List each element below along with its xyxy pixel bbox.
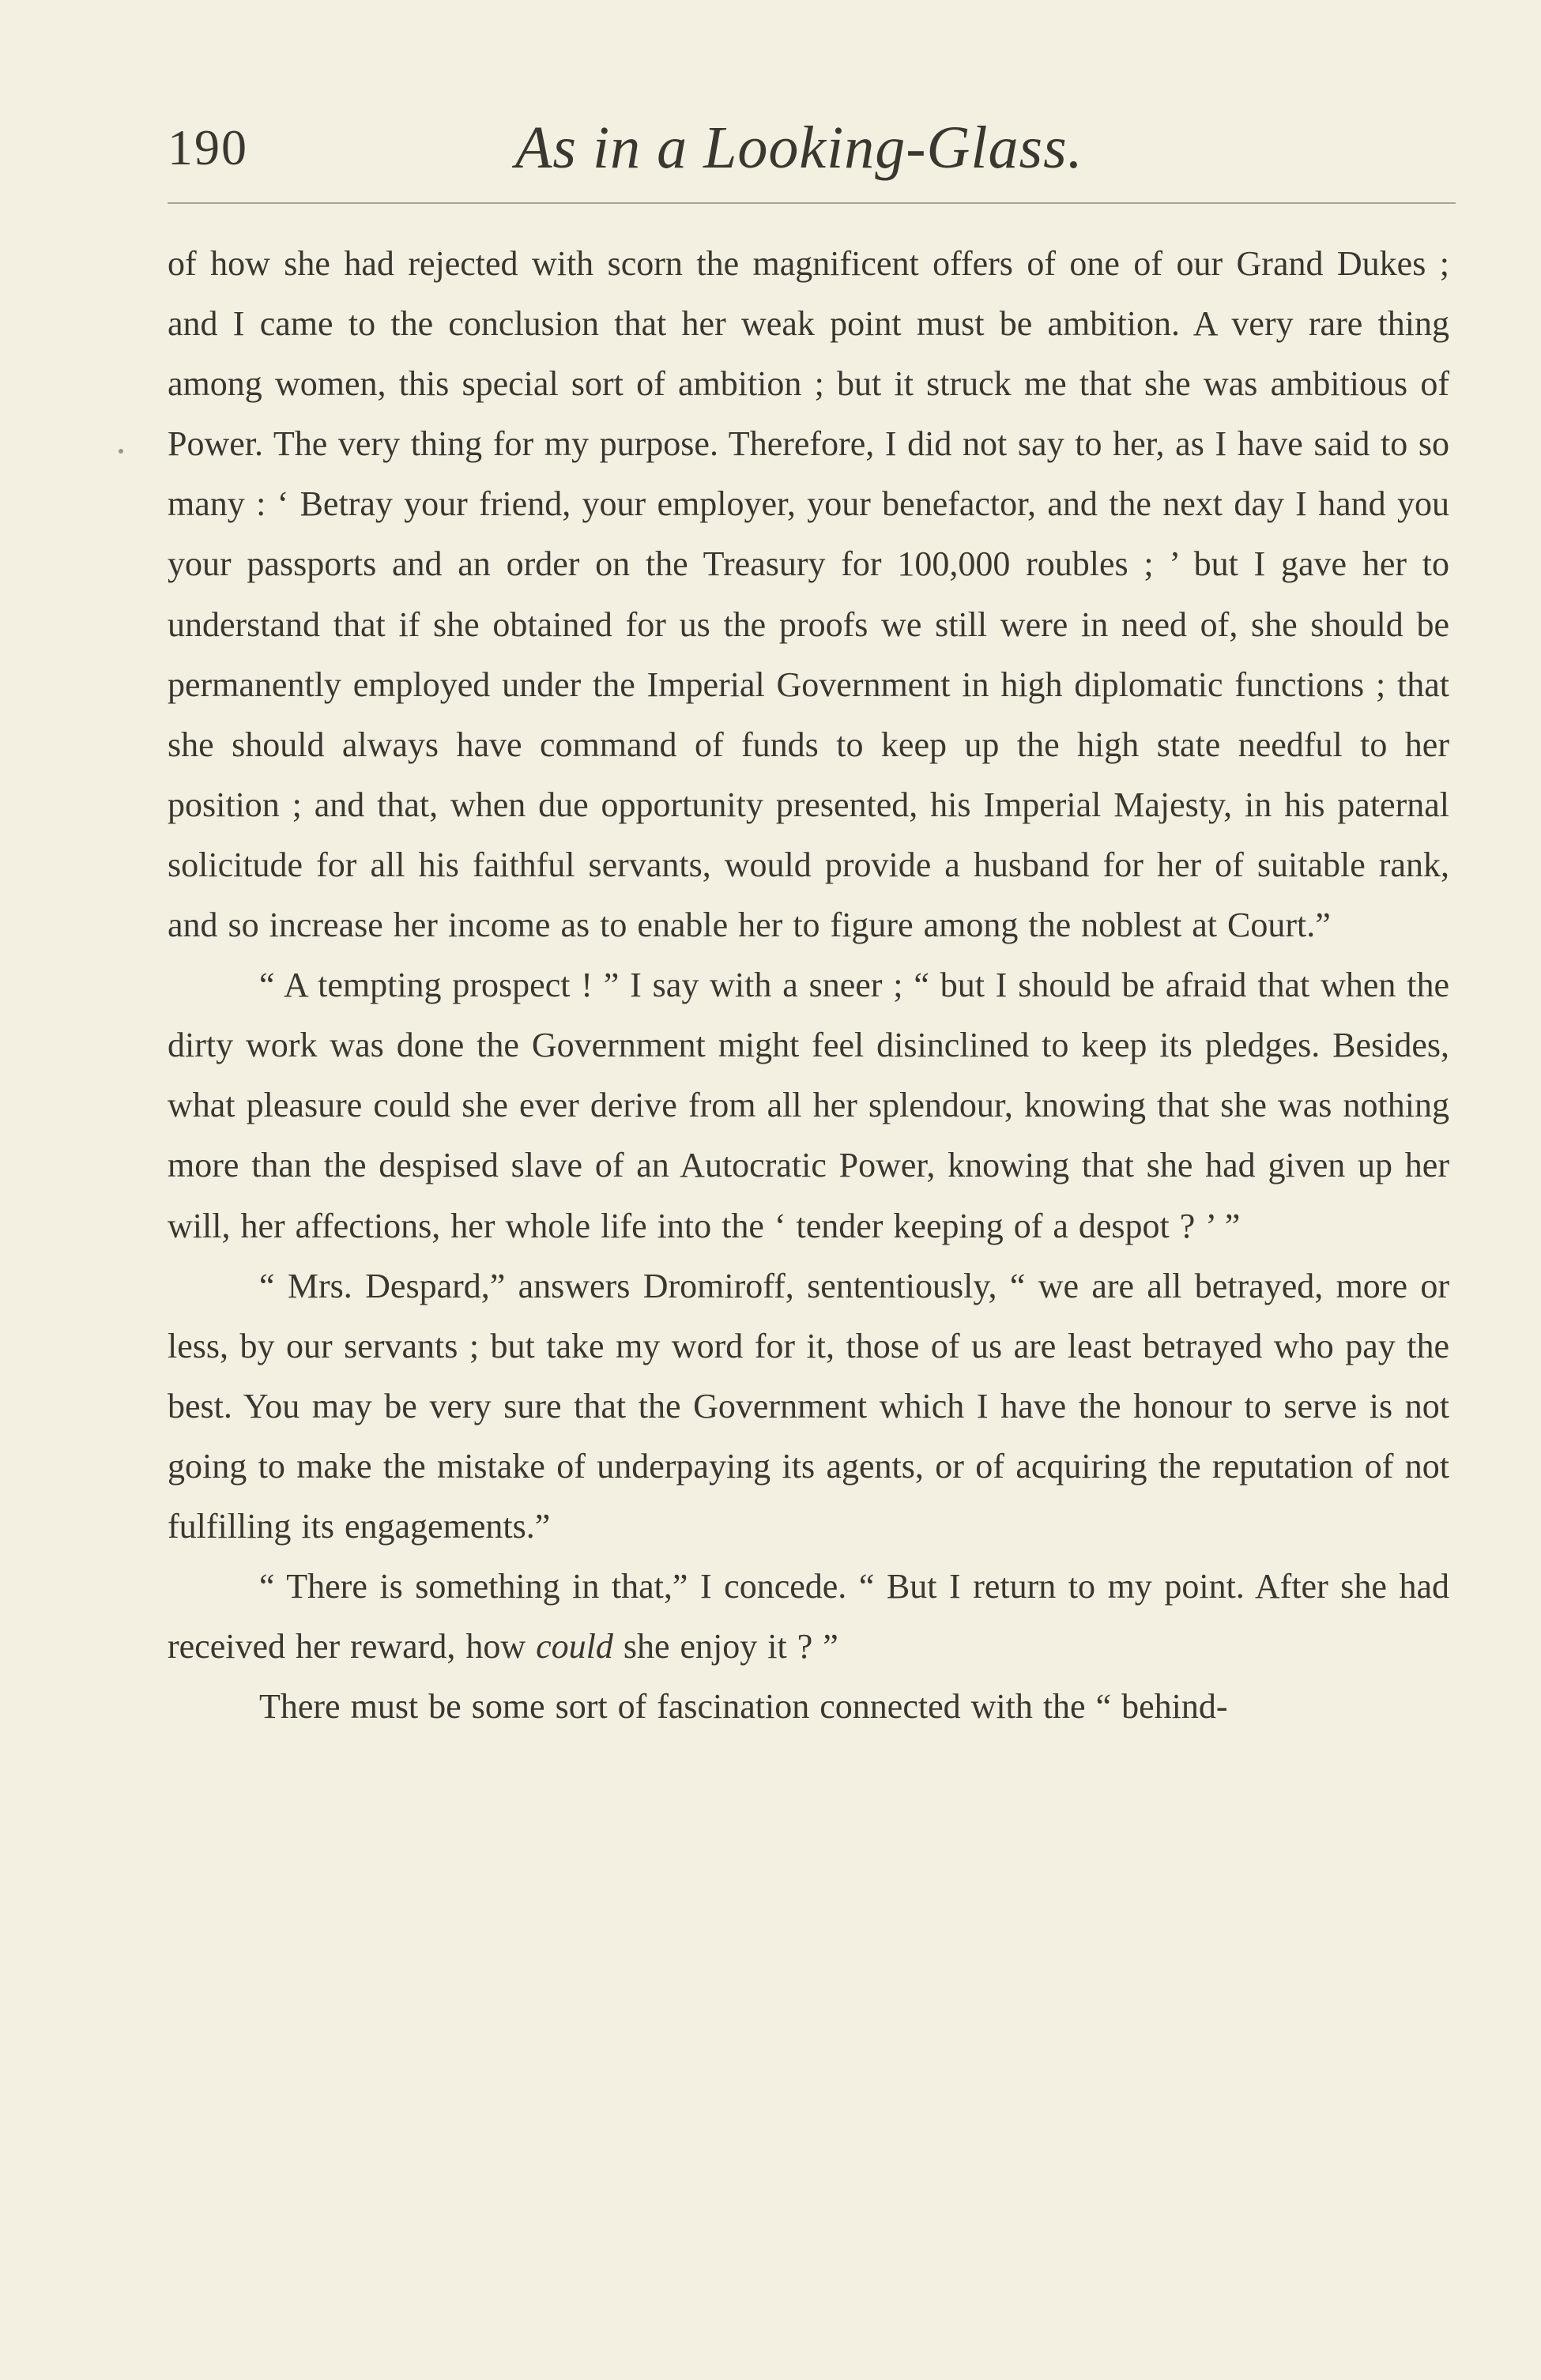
page-number: 190 xyxy=(168,119,248,175)
margin-mark xyxy=(119,449,123,454)
paragraph-4 xyxy=(168,1557,1449,1677)
running-title: As in a Looking-Glass. xyxy=(515,115,1083,181)
paragraph-2: “ A tempting prospect ! ” I say with a sneer ; “ but I should be afraid that when the dirty work was done the Government might feel disinclined to keep its pledges. Besides, what pleasure could she ever derive from all her splendour, knowing that she was nothing more than the despised slave of an Autocratic Power, knowing that she had given up her will, her affections, her whole life into the ‘ tender keeping of a despot ? ’ ” xyxy=(168,966,1449,1245)
paragraph-1: of how she had rejected with scorn the magnificent offers of one of our Grand Dukes ; and I came to the conclusion that her weak point must be ambition. A very rare thing among women, this special sort of ambition ; but it struck me that she was ambitious of Power. The very thing for my purpose. Therefore, I did not say to her, as I have said to so many : ‘ Betray your friend, your employer, your benefactor, and the next day I hand you your passports and an order on the Treasury for 100,000 roubles ; ’ but I gave her to understand that if she obtained for us the proofs we still were in need of, she should be permanently employed under the Imperial Government in high diplomatic functions ; that she should always have command of funds to keep up the high state needful to her position ; and that, when due opportunity presented, his Imperial Majesty, in his paternal solicitude for all his faithful servants, would provide a husband for her of suitable rank, and so increase her income as to enable her to figure among the noblest at Court.” xyxy=(168,244,1449,945)
paragraph-3: “ Mrs. Despard,” answers Dromiroff, sententiously, “ we are all betrayed, more or less, by our servants ; but take my word for it, those of us are least betrayed who pay the best. You may be very sure that the Government which I have the honour to serve is not going to make the mistake of underpaying its agents, or of acquiring the reputation of not fulfilling its engagements.” xyxy=(168,1266,1449,1546)
paragraph-4-text-start: “ There is something in that,” I concede. “ But I return to my point. After she had received her reward, how xyxy=(168,1567,1449,1666)
page-header xyxy=(168,115,1456,205)
paragraph-4-text-end: she enjoy it ? ” xyxy=(612,1627,838,1666)
paragraph-4-emphasis: could xyxy=(536,1627,613,1666)
paragraph-5: There must be some sort of fascination connected with the “ behind- xyxy=(259,1687,1228,1727)
header-rule xyxy=(168,202,1456,204)
body-text xyxy=(168,234,1449,1737)
